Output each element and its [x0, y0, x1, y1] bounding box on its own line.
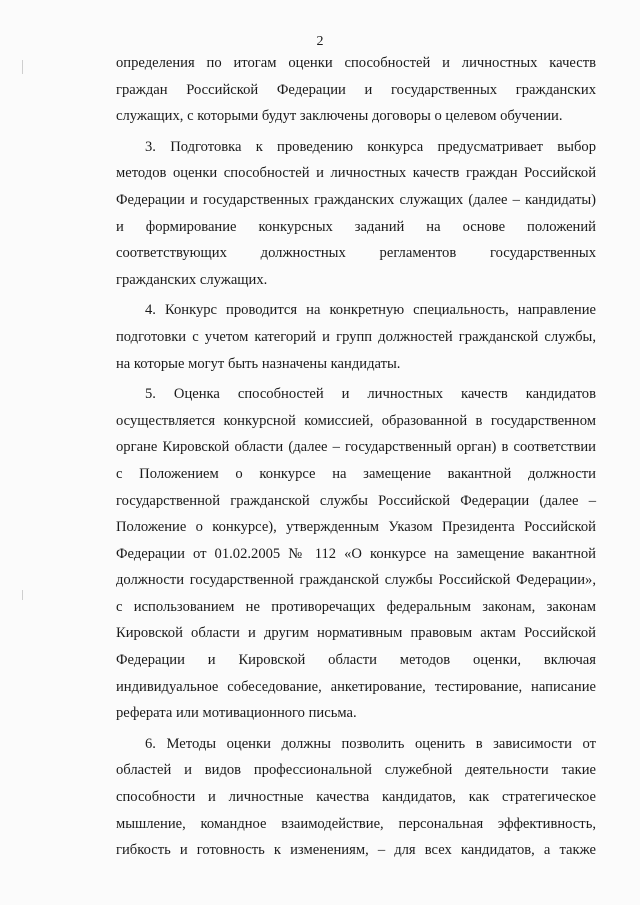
text-line: граждан Российской Федерации и государственных гражданских: [116, 81, 596, 98]
text-line: с Положением о конкурсе на замещение вакантной должности: [116, 465, 596, 482]
text-line: государственной гражданской службы Российской Федерации (далее –: [116, 492, 596, 509]
scan-artifact: [22, 60, 23, 74]
paragraph-3-first-line: 3. Подготовка к проведению конкурса предусматривает выбор: [145, 138, 596, 155]
text-line: служащих, с которыми будут заключены договоры о целевом обучении.: [116, 108, 563, 125]
text-line: и формирование конкурсных заданий на основе положений: [116, 218, 596, 235]
paragraph-6-first-line: 6. Методы оценки должны позволить оценить в зависимости от: [145, 735, 596, 752]
text-line: методов оценки способностей и личностных качеств граждан Российской: [116, 165, 596, 182]
page-number: 2: [316, 34, 324, 49]
text-line: органе Кировской области (далее – государственный орган) в соответствии: [116, 439, 596, 456]
scan-artifact: [22, 590, 23, 600]
text-line: областей и видов профессиональной служебной деятельности такие: [116, 762, 596, 779]
text-line: Кировской области и другим нормативным правовым актам Российской: [116, 625, 596, 642]
paragraph-5-first-line: 5. Оценка способностей и личностных качеств кандидатов: [145, 386, 596, 403]
text-line: соответствующих должностных регламентов государственных: [116, 245, 596, 262]
text-line: на которые могут быть назначены кандидаты.: [116, 355, 401, 372]
text-line: должности государственной гражданской службы Российской Федерации»,: [116, 572, 596, 589]
text-line: подготовки с учетом категорий и групп должностей гражданской службы,: [116, 328, 596, 345]
document-body: [116, 50, 596, 864]
text-line: способности и личностные качества кандидатов, как стратегическое: [116, 789, 596, 806]
text-line: с использованием не противоречащих федеральным законам, законам: [116, 598, 596, 615]
text-line: мышление, командное взаимодействие, персональная эффективность,: [116, 815, 596, 832]
text-line: осуществляется конкурсной комиссией, образованной в государственном: [116, 412, 596, 429]
paragraph-4-first-line: 4. Конкурс проводится на конкретную специальность, направление: [145, 302, 596, 319]
text-line: гражданских служащих.: [116, 271, 268, 288]
text-line: реферата или мотивационного письма.: [116, 705, 357, 722]
text-line: Положение о конкурсе), утвержденным Указом Президента Российской: [116, 519, 596, 536]
text-line: определения по итогам оценки способностей и личностных качеств: [116, 55, 596, 71]
text-line: Федерации от 01.02.2005 № 112 «О конкурсе на замещение вакантной: [116, 545, 596, 562]
text-line: Федерации и Кировской области методов оценки, включая: [116, 652, 596, 669]
text-line: Федерации и государственных гражданских служащих (далее – кандидаты): [116, 191, 596, 208]
text-line: гибкость и готовность к изменениям, – для всех кандидатов, а также: [116, 842, 596, 859]
text-line: индивидуальное собеседование, анкетирование, тестирование, написание: [116, 678, 596, 695]
